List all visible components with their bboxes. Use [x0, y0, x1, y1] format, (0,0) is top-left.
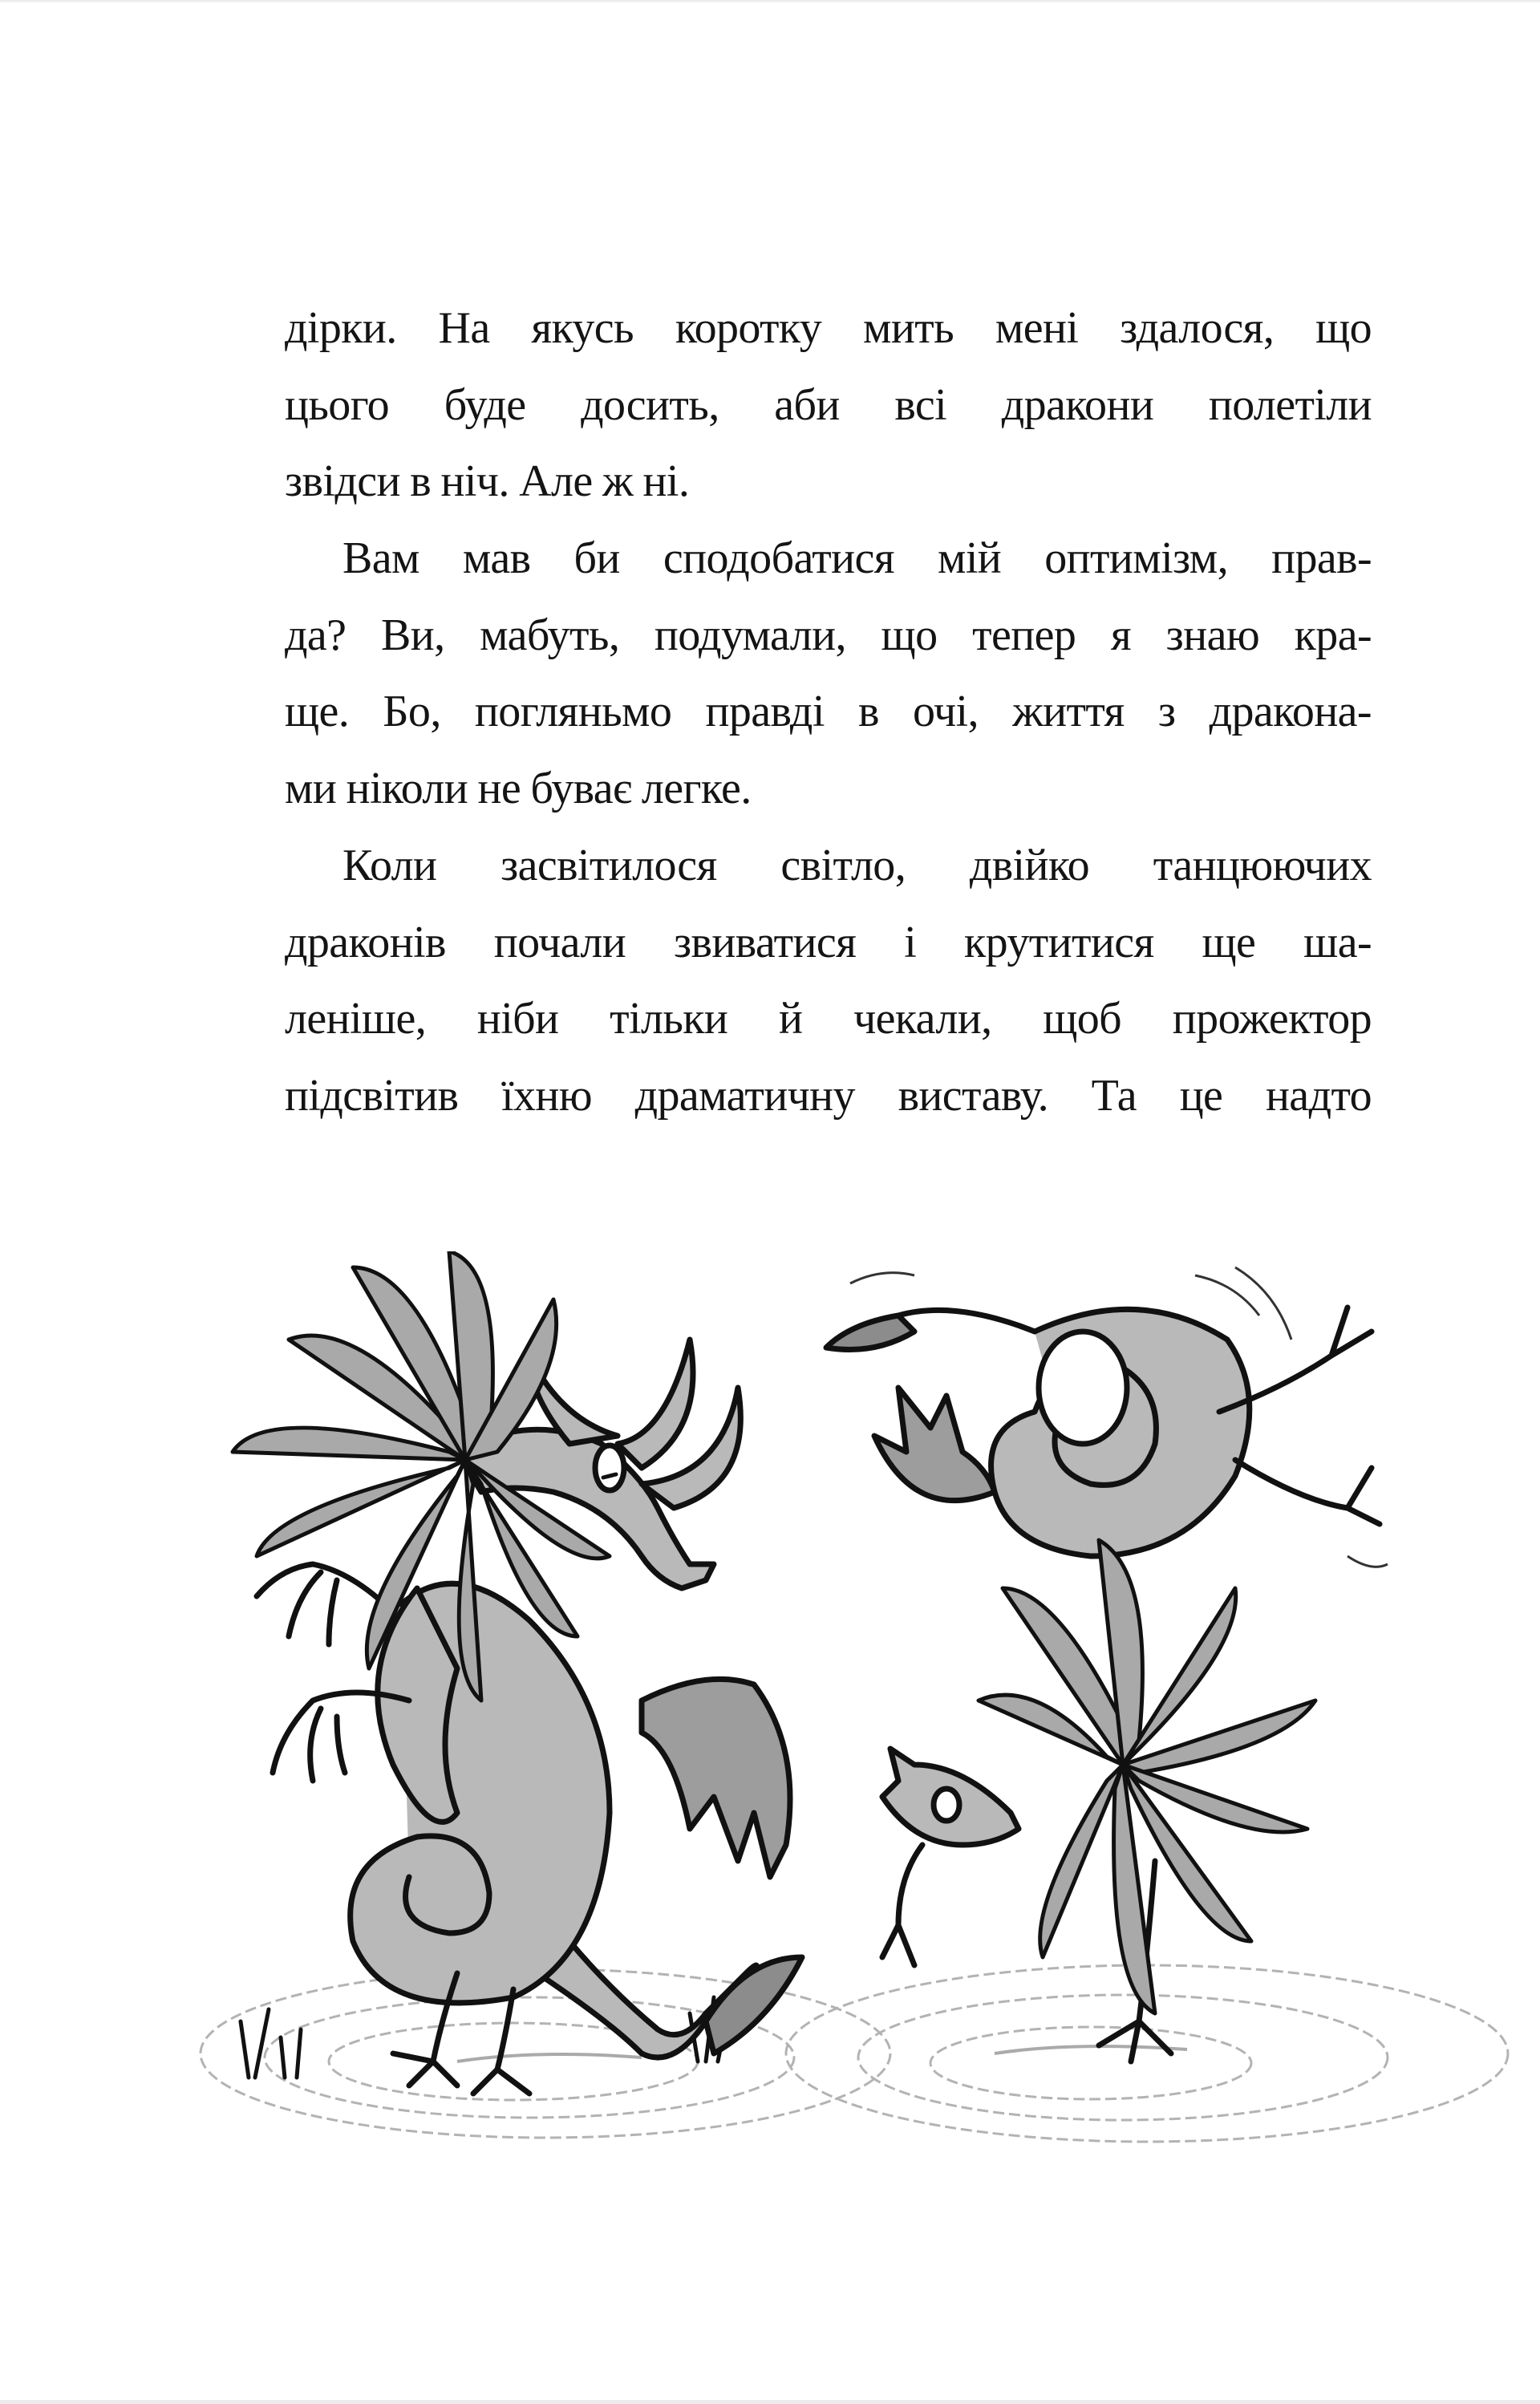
text-line: звідси в ніч. Але ж ні. — [285, 456, 690, 507]
page-bottom-edge — [0, 2400, 1540, 2404]
paragraph-1 — [285, 290, 1372, 521]
text-line: леніше, ніби тільки й чекали, щоб прожектор — [285, 994, 1372, 1044]
body-text — [285, 290, 1372, 1135]
text-line: дірки. На якусь коротку мить мені здалося, що — [285, 303, 1372, 353]
text-line: підсвітив їхню драматичну виставу. Та це надто — [285, 1070, 1372, 1121]
text-line: Коли засвітилося світло, двійко танцюючих — [342, 840, 1372, 890]
text-line: Вам мав би сподобатися мій оптимізм, прав- — [342, 533, 1372, 584]
text-line: цього буде досить, аби всі дракони полетіли — [285, 379, 1372, 430]
text-line: ще. Бо, погляньмо правді в очі, життя з дракона- — [285, 687, 1372, 737]
dancing-dragons-illustration — [192, 1251, 1524, 2174]
text-line: ми ніколи не буває легке. — [285, 764, 752, 814]
ground-shading — [457, 2046, 1187, 2061]
paragraph-2 — [285, 521, 1372, 828]
text-line: драконів почали звиватися і крутитися ще ша- — [285, 917, 1372, 967]
right-dragon-leaf-mane — [979, 1540, 1315, 2013]
paragraph-3 — [285, 828, 1372, 1135]
text-line: да? Ви, мабуть, подумали, що тепер я знаю кра- — [285, 610, 1372, 660]
page-top-edge — [0, 0, 1540, 3]
